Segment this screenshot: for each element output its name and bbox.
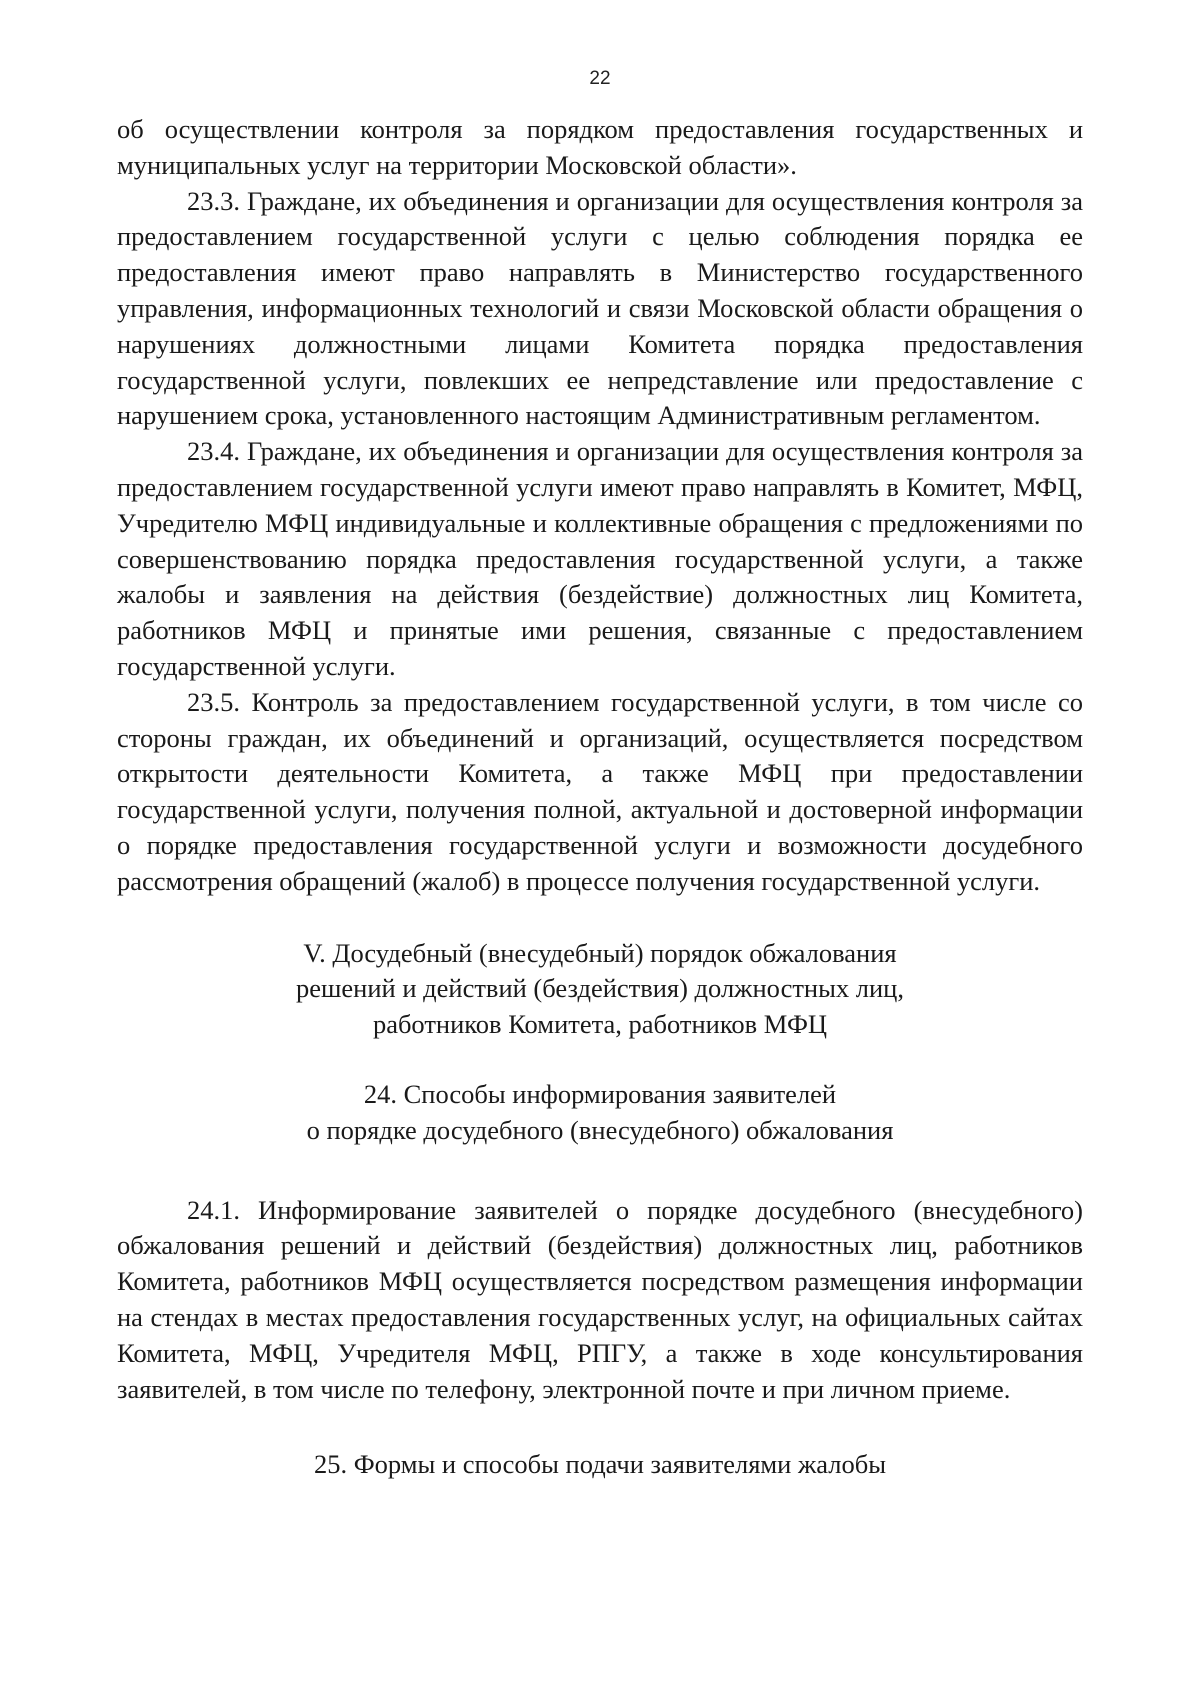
paragraph-23-3: 23.3. Граждане, их объединения и организации для осуществления контроля за предоставлением государственной услуги с целью соблюдения порядка ее предоставления имеют право направлять в Министерство государственного управления, информационных технологий и связи Московской области обращения о нарушениях должностными лицами Комитета порядка предоставления государственной услуги, повлекших ее непредставление или предоставление с нарушением срока, установленного настоящим Административным регламентом. [117, 185, 1083, 431]
document-body [117, 112, 1083, 1483]
subsection-24-heading-line-2: о порядке досудебного (внесудебного) обжалования [306, 1114, 894, 1145]
subsection-24-heading-line-1: 24. Способы информирования заявителей [363, 1078, 837, 1109]
section-v-heading-line-3: работников Комитета, работников МФЦ [372, 1009, 828, 1040]
paragraph-23-5: 23.5. Контроль за предоставлением государственной услуги, в том числе со стороны граждан, их объединений и организаций, осуществляется посредством открытости деятельности Комитета, а также МФЦ при предоставлении государственной услуги, получения полной, актуальной и достоверной информации о порядке предоставления государственной услуги и возможности досудебного рассмотрения обращений (жалоб) в процессе получения государственной услуги. [117, 686, 1083, 896]
section-v-heading [117, 936, 1083, 1043]
spacer [117, 1407, 1083, 1447]
paragraph-23-4: 23.4. Граждане, их объединения и организации для осуществления контроля за предоставлением государственной услуги имеют право направлять в Комитет, МФЦ, Учредителю МФЦ индивидуальные и коллективные обращения с предложениями по совершенствованию порядка предоставления государственной услуги, а также жалобы и заявления на действия (бездействие) должностных лиц Комитета, работников МФЦ и принятые ими решения, связанные с предоставлением государственной услуги. [117, 436, 1083, 681]
subsection-24-heading [117, 1077, 1083, 1149]
spacer [117, 1043, 1083, 1077]
paragraph-24-1: 24.1. Информирование заявителей о порядке досудебного (внесудебного) обжалования решений и действий (бездействия) должностных лиц, работников Комитета, работников МФЦ осуществляется посредством размещения информации на стендах в местах предоставления государственных услуг, на официальных сайтах Комитета, МФЦ, Учредителя МФЦ, РПГУ, а также в ходе консультирования заявителей, в том числе по телефону, электронной почте и при личном приеме. [117, 1194, 1083, 1404]
page-number: 22 [589, 68, 611, 89]
spacer [117, 900, 1083, 936]
subsection-25-heading [117, 1447, 1083, 1483]
section-v-heading-line-2: решений и действий (бездействия) должностных лиц, [296, 973, 904, 1004]
section-v-heading-line-1: V. Досудебный (внесудебный) порядок обжалования [303, 937, 897, 968]
paragraph-intro: об осуществлении контроля за порядком предоставления государственных и муниципальных услуг на территории Московской области». [117, 114, 1083, 180]
subsection-25-heading-line-1: 25. Формы и способы подачи заявителями жалобы [313, 1449, 887, 1480]
spacer [117, 1149, 1083, 1193]
